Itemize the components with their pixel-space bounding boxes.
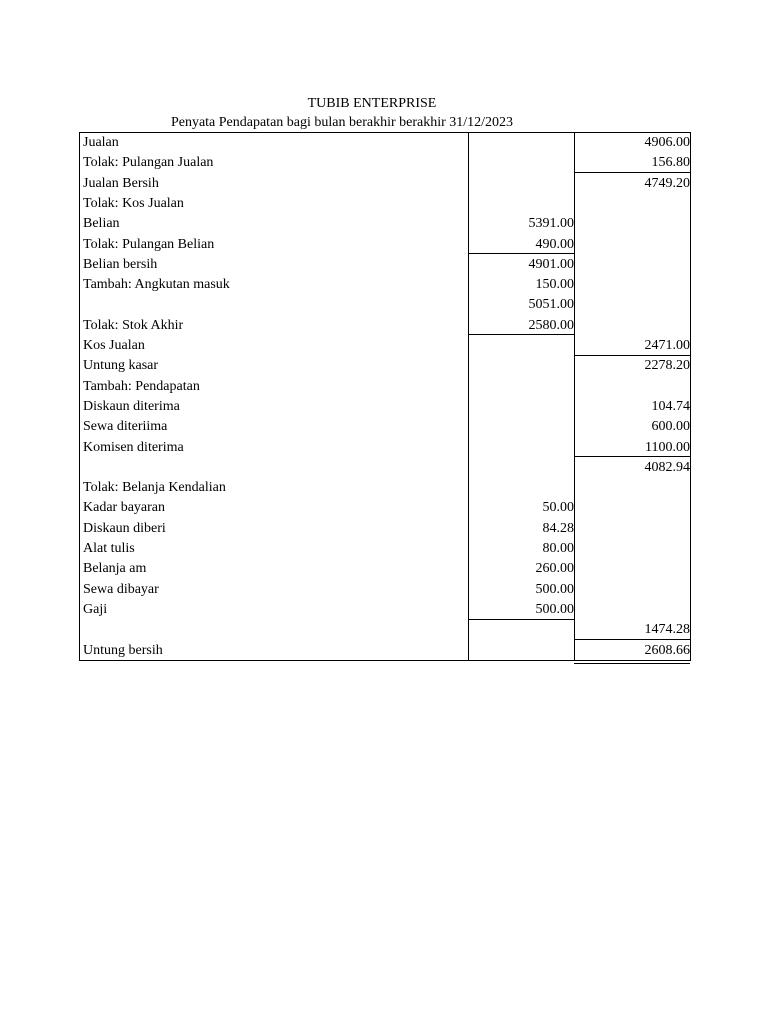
table-row (80, 255, 691, 275)
row-amount: 1474.28 (644, 622, 690, 638)
row-label: Tolak: Stok Akhir (83, 317, 184, 333)
subtotal-rule (575, 172, 691, 173)
row-amount: 4082.94 (644, 459, 690, 475)
table-row (80, 336, 691, 356)
row-label: Tolak: Pulangan Belian (83, 236, 215, 252)
subtotal-rule (468, 334, 575, 335)
row-amount: 2471.00 (644, 338, 690, 353)
subtotal-rule (468, 253, 575, 254)
table-row (80, 133, 691, 153)
row-amount: 1100.00 (645, 439, 690, 455)
row-label: Diskaun diberi (83, 520, 166, 536)
subtotal-rule (575, 355, 691, 356)
table-row (80, 397, 691, 417)
table-row (80, 377, 691, 397)
row-label: Tambah: Angkutan masuk (83, 277, 230, 293)
row-label: Sewa diteriima (83, 419, 168, 435)
row-amount: 4749.20 (644, 175, 690, 191)
income-statement (79, 94, 691, 661)
row-label: Untung bersih (83, 642, 163, 658)
subtotal-rule (575, 456, 691, 457)
document-subtitle: Penyata Pendapatan bagi bulan berakhir berakhir 31/12/2023 (170, 115, 514, 130)
row-subtotal: 150.00 (535, 277, 574, 293)
table-row (80, 235, 691, 255)
row-label: Alat tulis (83, 541, 135, 556)
subtotal-rule (575, 639, 691, 640)
table-row (80, 214, 691, 234)
table-row (80, 153, 691, 173)
row-amount: 2278.20 (644, 358, 690, 374)
row-subtotal: 2580.00 (528, 317, 574, 333)
row-subtotal: 500.00 (535, 581, 574, 597)
table-row (80, 559, 691, 579)
row-label: Komisen diterima (83, 439, 184, 455)
row-label: Belian (83, 216, 120, 232)
row-subtotal: 5391.00 (528, 216, 574, 232)
table-row (80, 519, 691, 539)
double-underline (574, 663, 690, 664)
row-label: Sewa dibayar (83, 581, 159, 597)
row-amount: 2608.66 (644, 642, 690, 658)
row-amount: 600.00 (651, 419, 690, 435)
row-subtotal: 50.00 (542, 500, 574, 516)
table-row (80, 417, 691, 437)
row-amount: 156.80 (651, 155, 690, 171)
table-row (80, 600, 691, 620)
row-subtotal: 500.00 (535, 601, 574, 617)
row-label: Kos Jualan (83, 338, 145, 353)
row-label: Tolak: Kos Jualan (83, 195, 184, 211)
table-row (80, 356, 691, 376)
table-row (80, 580, 691, 600)
row-label: Jualan (83, 135, 119, 150)
row-amount: 104.74 (651, 398, 690, 414)
table-row (80, 316, 691, 336)
table-row (80, 498, 691, 518)
row-label: Untung kasar (83, 358, 159, 374)
row-label: Belian bersih (83, 256, 158, 272)
subtotal-rule (468, 619, 575, 620)
row-label: Gaji (83, 601, 108, 617)
row-subtotal: 490.00 (535, 236, 574, 252)
row-amount: 4906.00 (644, 135, 690, 150)
table-row (80, 458, 691, 478)
row-label: Tambah: Pendapatan (83, 378, 200, 394)
row-label: Jualan Bersih (83, 175, 159, 191)
table-row (80, 438, 691, 458)
table-row (80, 275, 691, 295)
row-label: Belanja am (83, 561, 147, 577)
row-label: Tolak: Pulangan Jualan (83, 155, 214, 171)
table-row (80, 641, 691, 661)
table-row (80, 539, 691, 559)
table-row (80, 620, 691, 640)
row-label: Kadar bayaran (83, 500, 166, 516)
table-row (80, 478, 691, 498)
table-row (80, 194, 691, 214)
row-label: Diskaun diterima (83, 398, 180, 414)
row-subtotal: 4901.00 (528, 256, 574, 272)
row-subtotal: 5051.00 (528, 297, 574, 313)
row-subtotal: 84.28 (542, 520, 574, 536)
table-row (80, 295, 691, 315)
statement-table (79, 132, 691, 661)
row-label: Tolak: Belanja Kendalian (83, 480, 226, 496)
row-subtotal: 80.00 (542, 541, 574, 556)
table-row (80, 174, 691, 194)
document-title: TUBIB ENTERPRISE (307, 96, 437, 111)
row-subtotal: 260.00 (535, 561, 574, 577)
